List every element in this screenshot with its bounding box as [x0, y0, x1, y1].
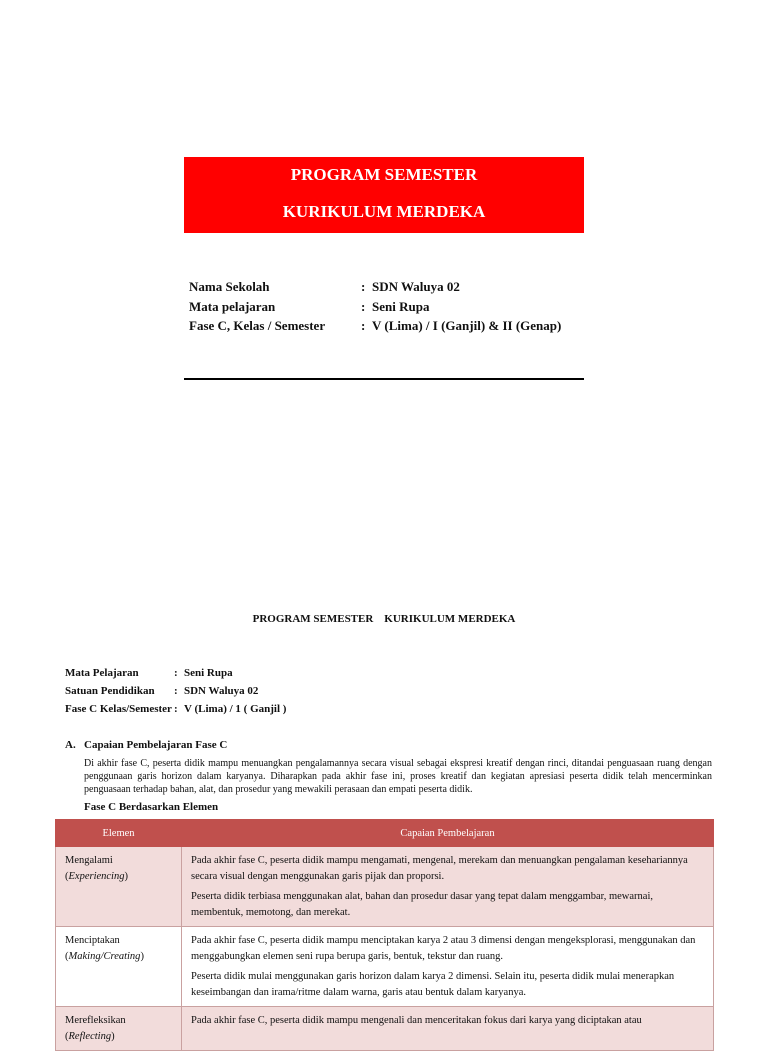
capaian-text: Pada akhir fase C, peserta didik mampu mengenali dan menceritakan fokus dari karya yang diciptakan atau: [191, 1015, 642, 1026]
info-value: Seni Rupa: [184, 667, 233, 679]
info-label: Satuan Pendidikan: [65, 685, 155, 697]
capaian-table: [55, 819, 714, 1051]
section-a-paragraph: Di akhir fase C, peserta didik mampu menuangkan pengalamannya secara visual sebagai ekspresi kreatif dengan rinci, ditandai penguasaan ruang dengan penggunaan garis horizon dalam karyanya. Diharapkan pada akhir fase ini, proses kreatif dan kegiatan apresiasi peserta didik telah mencerminkan penguasaan terhadap bahan, alat, dan prosedur yang mewakili perasaan dan empati peserta didik.: [84, 758, 712, 795]
info-value: SDN Waluya 02: [372, 279, 460, 294]
document-title: PROGRAM SEMESTER KURIKULUM MERDEKA: [252, 613, 516, 625]
capaian-cell: [182, 847, 714, 927]
info-label: Fase C Kelas/Semester: [65, 703, 172, 715]
capaian-text: Pada akhir fase C, peserta didik mampu mengamati, mengenal, merekam dan menuangkan pengalaman kesehariannya secara visual dengan menggunakan garis pijak dan proporsi.: [191, 855, 688, 882]
element-name: Mengalami: [65, 855, 113, 866]
info-label: Mata pelajaran: [189, 299, 276, 314]
capaian-cell: [182, 927, 714, 1007]
info-label: Mata Pelajaran: [65, 667, 139, 679]
element-name-en: Making/Creating: [68, 951, 141, 962]
element-name: Merefleksikan: [65, 1015, 126, 1026]
info-label: Fase C, Kelas / Semester: [189, 318, 326, 333]
section-number: A.: [65, 739, 76, 751]
capaian-text: Peserta didik terbiasa menggunakan alat, bahan dan prosedur dasar yang tepat dalam menggambar, mewarnai, membentuk, memotong, dan merekat.: [191, 891, 653, 918]
table-row: [56, 847, 714, 927]
capaian-text: Peserta didik mulai menggunakan garis horizon dalam karya 2 dimensi. Selain itu, peserta didik mulai menerapkan keseimbangan dan irama/ritme dalam warna, garis atau bentuk dalam karyanya.: [191, 971, 675, 998]
info-value: Seni Rupa: [372, 299, 430, 314]
info-value: V (Lima) / I (Ganjil) & II (Genap): [372, 318, 562, 333]
table-row: [56, 1007, 714, 1051]
info-colon: :: [361, 299, 366, 314]
cover-title-line2: KURIKULUM MERDEKA: [282, 202, 486, 221]
element-name: Menciptakan: [65, 935, 120, 946]
table-header-row: [56, 820, 714, 847]
info-colon: :: [174, 667, 178, 679]
cover-title-banner: [184, 157, 584, 233]
capaian-text: Pada akhir fase C, peserta didik mampu menciptakan karya 2 atau 3 dimensi dengan mengeksplorasi, menggunakan dan menggabungkan elemen seni rupa berupa garis, bentuk, tekstur dan ruang.: [191, 935, 696, 962]
header-capaian: Capaian Pembelajaran: [182, 820, 714, 847]
section-subheading: Fase C Berdasarkan Elemen: [84, 801, 219, 813]
info-colon: :: [361, 279, 366, 294]
capaian-cell: [182, 1007, 714, 1051]
element-cell: Merefleksikan (Reflecting): [56, 1007, 182, 1051]
info-colon: :: [174, 685, 178, 697]
cover-title-line1: PROGRAM SEMESTER: [290, 165, 478, 184]
header-elemen: Elemen: [56, 820, 182, 847]
info-value: SDN Waluya 02: [184, 685, 259, 697]
element-name-en: Reflecting: [68, 1031, 112, 1042]
element-cell: Mengalami (Experiencing): [56, 847, 182, 927]
table-row: [56, 927, 714, 1007]
info-label: Nama Sekolah: [189, 279, 270, 294]
section-title: Capaian Pembelajaran Fase C: [84, 739, 228, 751]
cover-divider: [184, 378, 584, 380]
element-name-en: Experiencing: [68, 871, 125, 882]
element-cell: Menciptakan (Making/Creating): [56, 927, 182, 1007]
info-colon: :: [361, 318, 366, 333]
info-colon: :: [174, 703, 178, 715]
info-value: V (Lima) / 1 ( Ganjil ): [184, 703, 287, 715]
